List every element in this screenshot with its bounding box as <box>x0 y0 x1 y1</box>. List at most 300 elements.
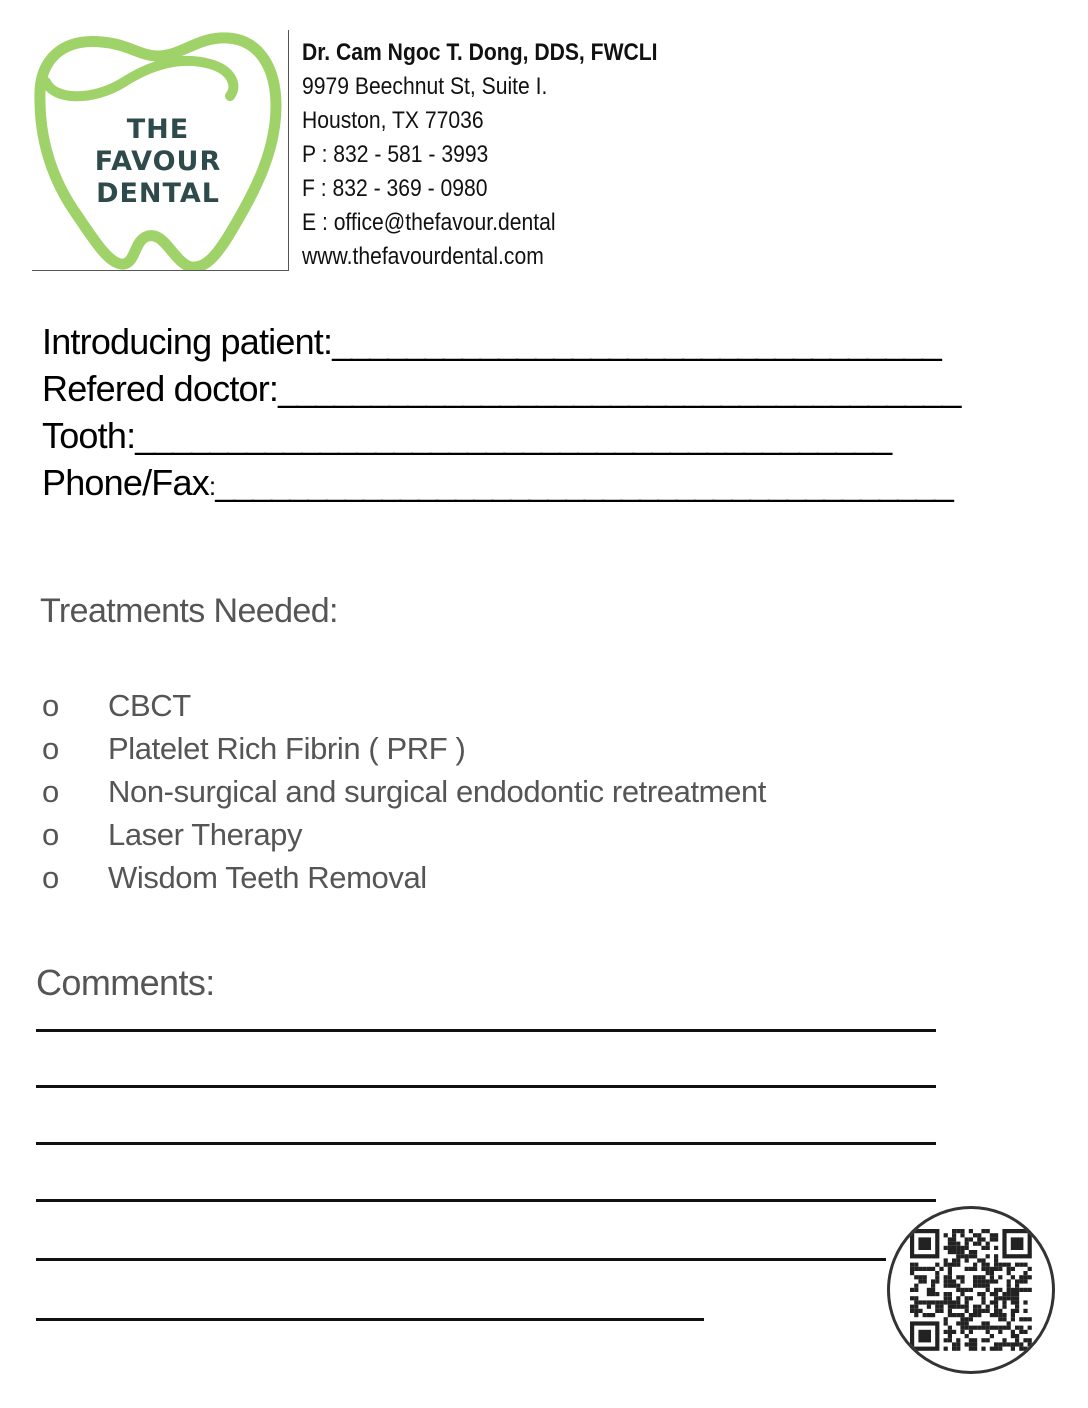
phone-fax-field[interactable] <box>42 459 960 506</box>
qr-module <box>973 1313 977 1317</box>
qr-module <box>994 1246 998 1250</box>
qr-module <box>969 1254 973 1258</box>
qr-module <box>944 1330 948 1334</box>
qr-module <box>956 1321 960 1325</box>
qr-module <box>923 1267 927 1271</box>
qr-module <box>960 1246 964 1250</box>
qr-module <box>910 1309 914 1313</box>
qr-module <box>910 1263 914 1267</box>
qr-module <box>1028 1338 1032 1342</box>
qr-module <box>1023 1330 1027 1334</box>
qr-module <box>973 1347 977 1351</box>
website-link[interactable]: www.thefavourdental.com <box>302 243 544 270</box>
qr-module <box>960 1305 964 1309</box>
qr-module <box>1015 1305 1019 1309</box>
comment-line-4[interactable] <box>36 1199 936 1202</box>
qr-module <box>973 1342 977 1346</box>
qr-module <box>956 1342 960 1346</box>
qr-module <box>956 1284 960 1288</box>
qr-module <box>935 1292 939 1296</box>
qr-module <box>969 1347 973 1351</box>
qr-module <box>965 1237 969 1241</box>
qr-module <box>931 1292 935 1296</box>
qr-code[interactable] <box>887 1206 1055 1374</box>
qr-module <box>969 1229 973 1233</box>
qr-module <box>952 1246 956 1250</box>
qr-module <box>952 1229 956 1233</box>
qr-finder-inner <box>918 1237 931 1250</box>
qr-module <box>952 1347 956 1351</box>
qr-module <box>998 1326 1002 1330</box>
qr-module <box>969 1326 973 1330</box>
qr-module <box>994 1267 998 1271</box>
qr-module <box>1007 1342 1011 1346</box>
address-line-2: Houston, TX 77036 <box>302 107 484 134</box>
treatment-item[interactable] <box>42 727 766 770</box>
qr-module <box>1007 1321 1011 1325</box>
qr-module <box>981 1321 985 1325</box>
qr-module <box>944 1292 948 1296</box>
qr-module <box>939 1309 943 1313</box>
qr-module <box>1023 1309 1027 1313</box>
qr-module <box>956 1338 960 1342</box>
qr-module <box>973 1338 977 1342</box>
qr-module <box>977 1284 981 1288</box>
qr-module <box>1023 1279 1027 1283</box>
qr-module <box>1007 1263 1011 1267</box>
qr-module <box>973 1305 977 1309</box>
qr-module <box>977 1313 981 1317</box>
qr-module <box>960 1313 964 1317</box>
qr-module <box>1007 1292 1011 1296</box>
qr-module <box>948 1242 952 1246</box>
qr-module <box>960 1326 964 1330</box>
qr-module <box>918 1300 922 1304</box>
phone-number: P : 832 - 581 - 3993 <box>302 141 489 168</box>
qr-module <box>914 1309 918 1313</box>
qr-module <box>935 1300 939 1304</box>
qr-module <box>944 1296 948 1300</box>
qr-module <box>986 1321 990 1325</box>
qr-module <box>965 1334 969 1338</box>
qr-module <box>944 1246 948 1250</box>
qr-module <box>990 1347 994 1351</box>
email-address[interactable]: E : office@thefavour.dental <box>302 209 556 236</box>
qr-module <box>1019 1263 1023 1267</box>
qr-module <box>990 1267 994 1271</box>
qr-module <box>977 1279 981 1283</box>
qr-module <box>1002 1313 1006 1317</box>
qr-module <box>956 1242 960 1246</box>
comment-line-6[interactable] <box>36 1318 704 1321</box>
qr-module <box>956 1300 960 1304</box>
treatment-item[interactable] <box>42 684 766 727</box>
qr-module <box>1019 1347 1023 1351</box>
logo-wordmark <box>68 114 248 210</box>
qr-module <box>986 1254 990 1258</box>
qr-module <box>981 1338 985 1342</box>
qr-module <box>981 1300 985 1304</box>
qr-module <box>914 1300 918 1304</box>
treatments-list <box>42 684 766 899</box>
qr-module <box>1015 1309 1019 1313</box>
qr-module <box>981 1347 985 1351</box>
qr-module <box>981 1279 985 1283</box>
qr-module <box>977 1309 981 1313</box>
qr-module <box>944 1275 948 1279</box>
qr-module <box>927 1300 931 1304</box>
referred-doctor-blank[interactable]: _____________________________________ <box>278 368 960 409</box>
qr-module <box>952 1258 956 1262</box>
qr-module <box>931 1279 935 1283</box>
qr-module <box>986 1284 990 1288</box>
checkbox-bullet-icon[interactable]: o <box>42 731 59 766</box>
qr-module <box>960 1233 964 1237</box>
qr-module <box>960 1321 964 1325</box>
qr-module <box>960 1250 964 1254</box>
qr-module <box>998 1342 1002 1346</box>
qr-module <box>973 1242 977 1246</box>
qr-module <box>986 1267 990 1271</box>
qr-module <box>948 1300 952 1304</box>
qr-module <box>952 1313 956 1317</box>
qr-module <box>914 1267 918 1271</box>
qr-module <box>914 1313 918 1317</box>
qr-module <box>994 1296 998 1300</box>
phone-fax-colon: : <box>208 471 216 501</box>
qr-module <box>956 1305 960 1309</box>
qr-module <box>944 1263 948 1267</box>
qr-module <box>952 1242 956 1246</box>
qr-module <box>981 1309 985 1313</box>
qr-module <box>994 1305 998 1309</box>
comment-line-3[interactable] <box>36 1142 936 1145</box>
tooth-field[interactable] <box>42 412 960 459</box>
qr-module <box>956 1250 960 1254</box>
treatment-item[interactable] <box>42 813 766 856</box>
qr-module <box>948 1326 952 1330</box>
qr-module <box>948 1309 952 1313</box>
qr-module <box>981 1284 985 1288</box>
qr-module <box>960 1292 964 1296</box>
qr-module <box>998 1309 1002 1313</box>
qr-module <box>973 1267 977 1271</box>
qr-module <box>1002 1338 1006 1342</box>
qr-module <box>910 1305 914 1309</box>
qr-module <box>1015 1342 1019 1346</box>
qr-module <box>948 1237 952 1241</box>
qr-module <box>1023 1300 1027 1304</box>
qr-finder-inner <box>918 1330 931 1343</box>
qr-module <box>1002 1342 1006 1346</box>
tooth-blank[interactable]: _________________________________________ <box>135 415 891 456</box>
qr-module <box>948 1267 952 1271</box>
qr-module <box>981 1229 985 1233</box>
qr-module <box>927 1305 931 1309</box>
qr-module <box>1007 1288 1011 1292</box>
qr-module <box>1011 1342 1015 1346</box>
qr-module <box>998 1263 1002 1267</box>
qr-module <box>990 1313 994 1317</box>
comments-title: Comments: <box>36 962 215 1003</box>
treatment-label: Platelet Rich Fibrin ( PRF ) <box>108 731 466 766</box>
referred-doctor-field[interactable] <box>42 365 960 412</box>
qr-module <box>998 1313 1002 1317</box>
qr-module <box>935 1279 939 1283</box>
qr-module <box>956 1246 960 1250</box>
treatments-title: Treatments Needed: <box>40 592 338 630</box>
qr-module <box>918 1279 922 1283</box>
qr-module <box>990 1279 994 1283</box>
qr-module <box>914 1288 918 1292</box>
qr-module <box>998 1347 1002 1351</box>
qr-module <box>952 1305 956 1309</box>
introducing-patient-blank[interactable]: _________________________________ <box>332 321 941 362</box>
qr-module <box>969 1296 973 1300</box>
qr-module <box>1023 1288 1027 1292</box>
qr-module <box>939 1267 943 1271</box>
qr-module <box>960 1254 964 1258</box>
qr-module <box>956 1347 960 1351</box>
qr-module <box>986 1242 990 1246</box>
qr-module <box>977 1292 981 1296</box>
qr-module <box>948 1338 952 1342</box>
qr-module <box>948 1292 952 1296</box>
qr-module <box>969 1330 973 1334</box>
qr-module <box>965 1246 969 1250</box>
qr-module <box>948 1246 952 1250</box>
qr-module <box>1002 1263 1006 1267</box>
qr-module <box>965 1326 969 1330</box>
qr-module <box>931 1313 935 1317</box>
qr-module <box>981 1326 985 1330</box>
qr-module <box>1023 1271 1027 1275</box>
qr-module <box>914 1305 918 1309</box>
qr-module <box>973 1309 977 1313</box>
qr-module <box>918 1267 922 1271</box>
qr-module <box>918 1275 922 1279</box>
qr-module <box>998 1330 1002 1334</box>
qr-module <box>948 1284 952 1288</box>
qr-module <box>981 1267 985 1271</box>
comment-line-1[interactable] <box>36 1029 936 1032</box>
qr-module <box>998 1296 1002 1300</box>
qr-module <box>965 1242 969 1246</box>
qr-module <box>990 1292 994 1296</box>
qr-module <box>944 1338 948 1342</box>
qr-module <box>1002 1305 1006 1309</box>
qr-module <box>986 1338 990 1342</box>
qr-module <box>965 1342 969 1346</box>
qr-module <box>1011 1334 1015 1338</box>
qr-module <box>1015 1288 1019 1292</box>
qr-module <box>1019 1342 1023 1346</box>
qr-module <box>952 1233 956 1237</box>
qr-module <box>973 1250 977 1254</box>
qr-module <box>1028 1326 1032 1330</box>
qr-module <box>973 1284 977 1288</box>
introducing-patient-label: Introducing patient: <box>42 321 333 362</box>
qr-module <box>935 1263 939 1267</box>
qr-module <box>939 1305 943 1309</box>
qr-module <box>986 1229 990 1233</box>
qr-module <box>927 1267 931 1271</box>
qr-module <box>1011 1296 1015 1300</box>
qr-module <box>1015 1284 1019 1288</box>
treatment-label: Laser Therapy <box>108 817 303 852</box>
introducing-patient-field[interactable] <box>42 318 960 365</box>
qr-module <box>952 1300 956 1304</box>
qr-module <box>998 1288 1002 1292</box>
qr-module <box>952 1250 956 1254</box>
qr-module <box>1019 1326 1023 1330</box>
qr-module <box>952 1330 956 1334</box>
qr-module <box>969 1237 973 1241</box>
comment-line-2[interactable] <box>36 1085 936 1088</box>
qr-module <box>952 1263 956 1267</box>
qr-module <box>977 1305 981 1309</box>
qr-module <box>944 1233 948 1237</box>
qr-module <box>1028 1317 1032 1321</box>
qr-module <box>1007 1271 1011 1275</box>
qr-module <box>990 1275 994 1279</box>
qr-module <box>1011 1317 1015 1321</box>
qr-module <box>981 1296 985 1300</box>
qr-module <box>994 1313 998 1317</box>
qr-code-icon <box>890 1209 1052 1371</box>
qr-module <box>981 1237 985 1241</box>
qr-module <box>973 1263 977 1267</box>
qr-module <box>927 1292 931 1296</box>
treatment-label: CBCT <box>108 688 191 723</box>
qr-module <box>960 1279 964 1283</box>
checkbox-bullet-icon[interactable]: o <box>42 817 59 852</box>
qr-module <box>948 1313 952 1317</box>
qr-module <box>948 1296 952 1300</box>
qr-module <box>965 1317 969 1321</box>
qr-module <box>948 1305 952 1309</box>
phone-fax-blank[interactable]: ________________________________________ <box>215 462 953 503</box>
qr-module <box>973 1233 977 1237</box>
qr-module <box>914 1263 918 1267</box>
qr-module <box>956 1275 960 1279</box>
qr-module <box>944 1317 948 1321</box>
qr-module <box>990 1300 994 1304</box>
qr-module <box>960 1229 964 1233</box>
qr-module <box>986 1309 990 1313</box>
qr-module <box>994 1292 998 1296</box>
qr-module <box>994 1263 998 1267</box>
qr-module <box>1011 1330 1015 1334</box>
qr-module <box>1015 1334 1019 1338</box>
qr-module <box>986 1326 990 1330</box>
qr-module <box>944 1279 948 1283</box>
qr-module <box>1015 1326 1019 1330</box>
logo <box>32 30 289 271</box>
qr-module <box>998 1267 1002 1271</box>
referral-fields <box>42 318 960 506</box>
treatment-item[interactable] <box>42 856 766 899</box>
logo-line-dental: DENTAL <box>96 178 220 209</box>
logo-line-the: THE <box>126 114 190 145</box>
qr-module <box>994 1254 998 1258</box>
qr-module <box>986 1263 990 1267</box>
qr-module <box>977 1242 981 1246</box>
qr-module <box>965 1300 969 1304</box>
qr-module <box>1002 1326 1006 1330</box>
qr-module <box>994 1300 998 1304</box>
referred-doctor-label: Refered doctor: <box>42 368 279 409</box>
qr-module <box>910 1267 914 1271</box>
qr-module <box>918 1309 922 1313</box>
comment-line-5[interactable] <box>36 1258 886 1261</box>
qr-module <box>973 1254 977 1258</box>
qr-module <box>1007 1326 1011 1330</box>
fax-number: F : 832 - 369 - 0980 <box>302 175 488 202</box>
qr-module <box>998 1317 1002 1321</box>
qr-module <box>923 1279 927 1283</box>
qr-module <box>1011 1309 1015 1313</box>
qr-module <box>956 1258 960 1262</box>
qr-module <box>923 1275 927 1279</box>
qr-module <box>956 1254 960 1258</box>
qr-module <box>986 1288 990 1292</box>
qr-module <box>1023 1275 1027 1279</box>
qr-module <box>948 1334 952 1338</box>
qr-module <box>1007 1284 1011 1288</box>
qr-module <box>1015 1263 1019 1267</box>
qr-module <box>944 1347 948 1351</box>
qr-module <box>927 1288 931 1292</box>
checkbox-bullet-icon[interactable]: o <box>42 774 59 809</box>
qr-module <box>1015 1300 1019 1304</box>
qr-module <box>1028 1267 1032 1271</box>
qr-module <box>1028 1342 1032 1346</box>
qr-module <box>935 1271 939 1275</box>
qr-module <box>986 1279 990 1283</box>
qr-module <box>986 1330 990 1334</box>
qr-module <box>1011 1292 1015 1296</box>
qr-module <box>1028 1275 1032 1279</box>
qr-module <box>1019 1275 1023 1279</box>
qr-module <box>952 1284 956 1288</box>
phone-fax-label: Phone/Fax <box>42 462 209 503</box>
qr-module <box>914 1296 918 1300</box>
qr-module <box>910 1296 914 1300</box>
qr-module <box>965 1305 969 1309</box>
checkbox-bullet-icon[interactable]: o <box>42 688 59 723</box>
qr-module <box>986 1305 990 1309</box>
qr-module <box>923 1300 927 1304</box>
qr-module <box>952 1279 956 1283</box>
qr-module <box>914 1275 918 1279</box>
qr-module <box>1023 1263 1027 1267</box>
qr-module <box>969 1342 973 1346</box>
qr-module <box>948 1263 952 1267</box>
qr-module <box>931 1267 935 1271</box>
treatment-item[interactable] <box>42 770 766 813</box>
checkbox-bullet-icon[interactable]: o <box>42 860 59 895</box>
qr-module <box>1019 1279 1023 1283</box>
qr-module <box>948 1250 952 1254</box>
qr-module <box>935 1305 939 1309</box>
qr-module <box>990 1334 994 1338</box>
qr-module <box>956 1288 960 1292</box>
qr-module <box>994 1237 998 1241</box>
qr-module <box>973 1279 977 1283</box>
qr-module <box>977 1237 981 1241</box>
qr-module <box>981 1263 985 1267</box>
